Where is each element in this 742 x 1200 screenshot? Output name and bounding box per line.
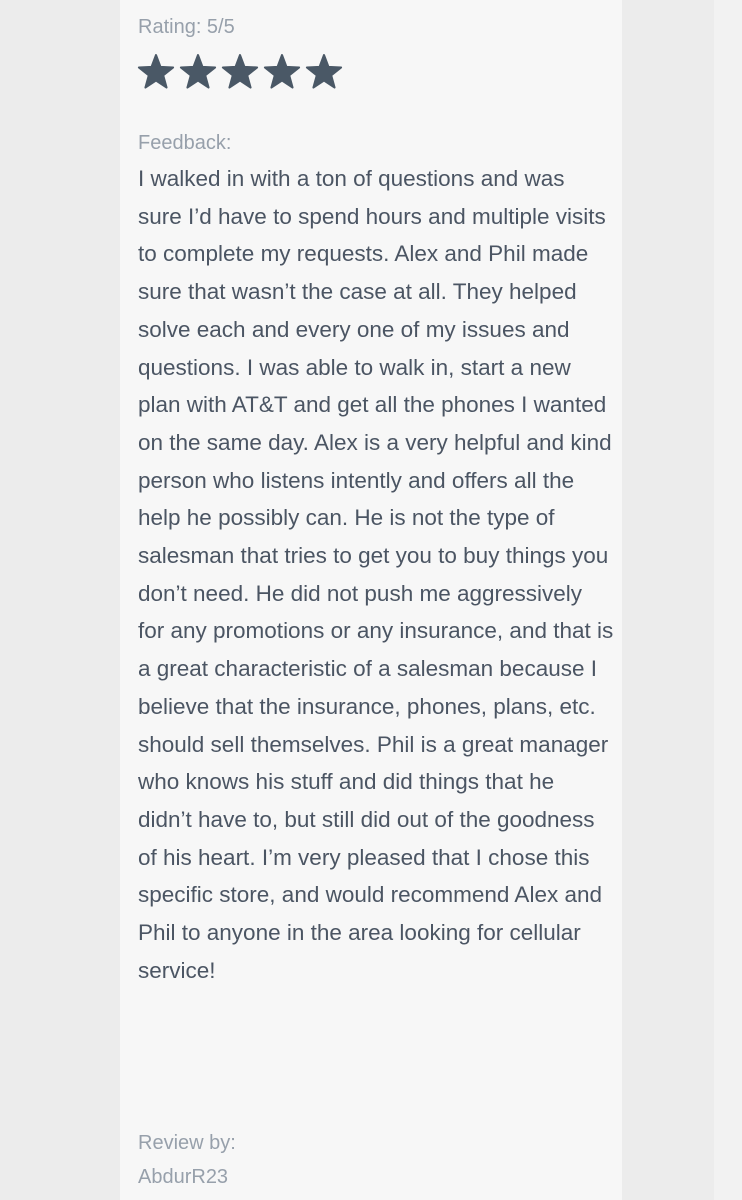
side-stripe [714, 0, 742, 1200]
review-by-label: Review by: [138, 1132, 236, 1154]
star-icon [262, 52, 302, 92]
star-icon [178, 52, 218, 92]
star-icon [304, 52, 344, 92]
star-icon [136, 52, 176, 92]
feedback-text: I walked in with a ton of questions and was sure I’d have to spend hours and multiple visits to complete my requests. Alex and Phil made sure that wasn’t the case at all. They helped solve each and every one of my issues and questions. I was able to walk in, start a new plan with AT&T and get all the phones I wanted on the same day. Alex is a very helpful and kind person who listens intently and offers all the help he possibly can. He is not the type of salesman that tries to get you to buy things you don’t need. He did not push me aggressively for any promotions or any insurance, and that is a great characteristic of a salesman because I believe that the insurance, phones, plans, etc. should sell themselves. Phil is a great manager who knows his stuff and did things that he didn’t have to, but still did out of the goodness of his heart. I’m very pleased that I chose this specific store, and would recommend Alex and Phil to anyone in the area looking for cellular service! [138, 166, 614, 983]
feedback-label: Feedback: [138, 132, 232, 154]
rating-label: Rating: 5/5 [138, 16, 235, 38]
star-rating [136, 52, 344, 92]
star-icon [220, 52, 260, 92]
review-author: AbdurR23 [138, 1166, 229, 1188]
